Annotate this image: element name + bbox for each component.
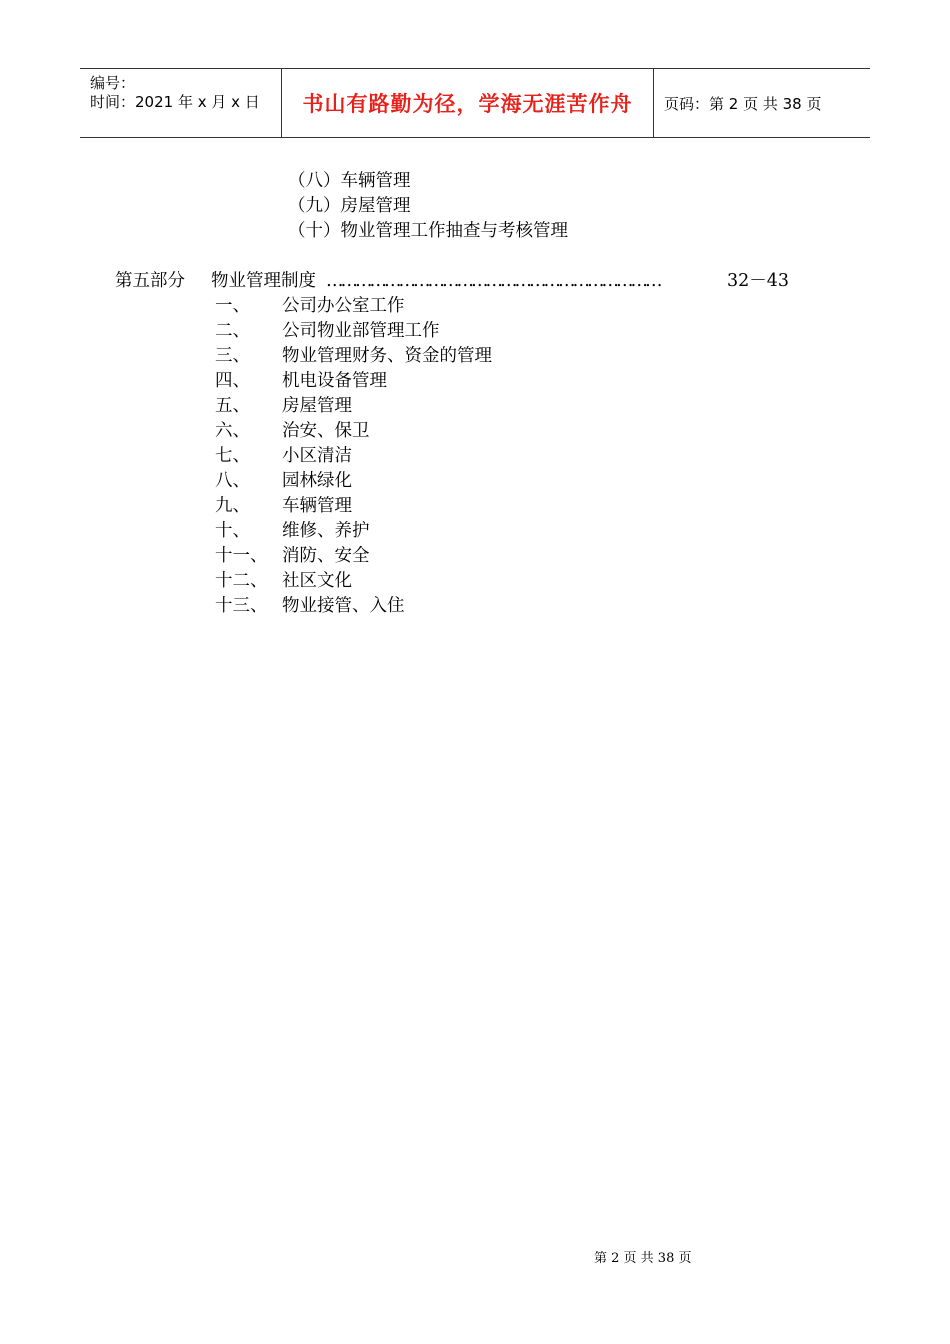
- toc-item-text: 公司办公室工作: [282, 296, 405, 316]
- toc-item-number: 三、: [215, 346, 250, 366]
- header-meta-cell: [80, 69, 282, 137]
- toc-item-text: 社区文化: [282, 571, 352, 591]
- toc-item-number: 一、: [215, 296, 250, 316]
- toc-item-text: 物业管理财务、资金的管理: [282, 346, 492, 366]
- document-date: 时间：2021 年 x 月 x 日: [90, 93, 260, 111]
- toc-item-text: 房屋管理: [282, 396, 352, 416]
- toc-item-text: 维修、养护: [282, 521, 370, 541]
- page-footer: 第 2 页 共 38 页: [594, 1251, 692, 1266]
- toc-section-pages: 32－43: [727, 271, 790, 291]
- toc-section-title: 第五部分: [115, 271, 185, 291]
- toc-item-number: 五、: [215, 396, 250, 416]
- toc-item-text: 治安、保卫: [282, 421, 370, 441]
- toc-item-number: 七、: [215, 446, 250, 466]
- toc-item-number: 十二、: [215, 571, 268, 591]
- toc-item-number: 六、: [215, 421, 250, 441]
- toc-subitem: （八）车辆管理: [288, 171, 411, 191]
- toc-section-name: 物业管理制度: [211, 271, 316, 291]
- header-page-cell: [654, 69, 870, 137]
- toc-item-text: 车辆管理: [282, 496, 352, 516]
- document-number-label: 编号：: [90, 74, 136, 92]
- toc-item-number: 四、: [215, 371, 250, 391]
- toc-item-text: 物业接管、入住: [282, 596, 405, 616]
- toc-item-text: 公司物业部管理工作: [282, 321, 440, 341]
- toc-item-text: 园林绿化: [282, 471, 352, 491]
- header-motto: 书山有路勤为径，学海无涯苦作舟: [302, 92, 633, 116]
- toc-item-text: 消防、安全: [282, 546, 370, 566]
- toc-item-text: 小区清洁: [282, 446, 352, 466]
- toc-subitem: （十）物业管理工作抽查与考核管理: [288, 221, 568, 241]
- toc-dot-leader: ……………………………………………………………: [326, 271, 660, 291]
- toc-subitem: （九）房屋管理: [288, 196, 411, 216]
- toc-item-text: 机电设备管理: [282, 371, 387, 391]
- toc-item-number: 九、: [215, 496, 250, 516]
- toc-item-number: 二、: [215, 321, 250, 341]
- toc-item-number: 十一、: [215, 546, 268, 566]
- page-header: [80, 68, 870, 138]
- toc-item-number: 八、: [215, 471, 250, 491]
- toc-item-number: 十、: [215, 521, 250, 541]
- header-page-info: 页码：第 2 页 共 38 页: [664, 94, 822, 113]
- toc-item-number: 十三、: [215, 596, 268, 616]
- header-motto-cell: [282, 69, 654, 137]
